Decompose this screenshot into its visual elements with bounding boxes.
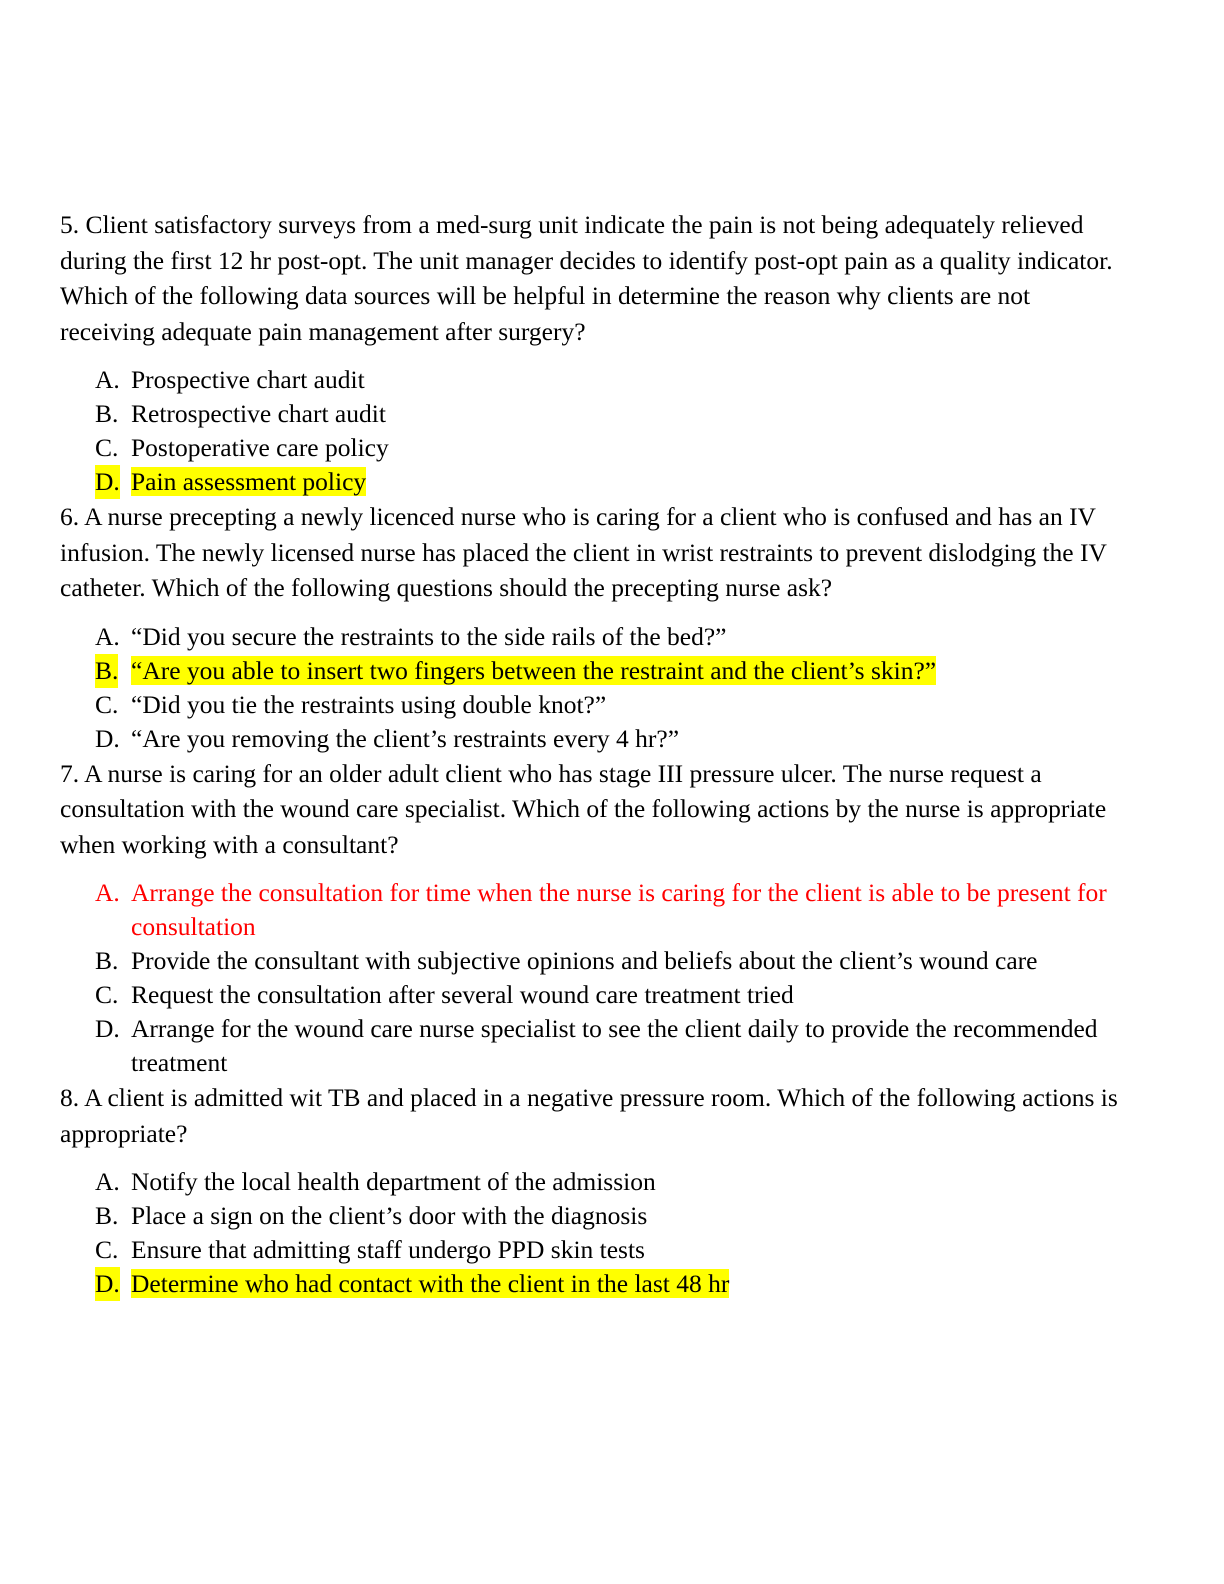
question-stem: 6. A nurse precepting a newly licenced nurse who is caring for a client who is confused and has an IV infusion. The newly licensed nurse has placed the client in wrist restraints to prevent dislodging the IV catheter. Which of the following questions should the precepting nurse ask? [60,502,1107,602]
option-text: Arrange for the wound care nurse specialist to see the client daily to provide the recommended treatment [131,1014,1098,1077]
option-text: Provide the consultant with subjective opinions and beliefs about the client’s wound care [131,946,1038,975]
option-b-highlighted [60,654,1120,688]
option-d [60,722,1120,756]
answer-options [60,876,1120,1080]
option-text: Place a sign on the client’s door with the diagnosis [131,1201,648,1230]
answer-options [60,1165,1120,1301]
option-a-red [60,876,1120,944]
option-a [60,1165,1120,1199]
option-letter: C. [95,689,119,719]
option-b [60,1199,1120,1233]
option-text: “Are you removing the client’s restraints every 4 hr?” [131,723,680,753]
option-d-highlighted [60,465,1120,499]
document-page [60,207,1120,1301]
option-letter: B. [95,399,119,428]
answer-options [60,363,1120,499]
question-8 [60,1080,1120,1301]
option-letter: A. [95,365,120,394]
option-letter: B. [95,946,119,975]
question-stem: 7. A nurse is caring for an older adult client who has stage III pressure ulcer. The nurse request a consultation with the wound care specialist. Which of the following actions by the nurse is appropriate when working with a consultant? [60,758,1107,859]
option-text: Request the consultation after several wound care treatment tried [131,980,794,1009]
option-c [60,1233,1120,1267]
option-a [60,363,1120,397]
answer-options [60,620,1120,756]
option-b [60,397,1120,431]
option-a [60,620,1120,654]
option-letter: A. [95,878,120,907]
option-text: Prospective chart audit [131,365,365,394]
option-text: Notify the local health department of the admission [131,1167,656,1196]
option-text: “Are you able to insert two fingers between the restraint and the client’s skin?” [131,655,937,685]
option-letter: D. [95,465,120,499]
option-letter: A. [95,1167,120,1196]
option-text: Arrange the consultation for time when the nurse is caring for the client is able to be present for consultation [131,878,1107,941]
option-text: Postoperative care policy [131,433,389,462]
option-letter: C. [95,1235,119,1264]
question-6 [60,499,1120,756]
option-letter: D. [95,1014,120,1043]
question-stem: 8. A client is admitted wit TB and placed in a negative pressure room. Which of the following actions is appropriate? [60,1083,1118,1148]
option-text: “Did you secure the restraints to the side rails of the bed?” [131,621,727,651]
option-text: Retrospective chart audit [131,399,386,428]
option-letter: D. [95,723,120,753]
question-5 [60,207,1120,499]
option-c [60,688,1120,722]
question-stem: 5. Client satisfactory surveys from a med-surg unit indicate the pain is not being adequately relieved during the first 12 hr post-opt. The unit manager decides to identify post-opt pain as a quality indicator. Which of the following data sources will be helpful in determine the reason why clients are not receiving adequate pain management after surgery? [60,210,1113,346]
option-d-highlighted [60,1267,1120,1301]
option-text: “Did you tie the restraints using double knot?” [131,689,607,719]
option-text: Pain assessment policy [131,467,367,496]
option-b [60,944,1120,978]
option-letter: B. [95,1201,119,1230]
option-letter: C. [95,433,119,462]
option-d [60,1012,1120,1080]
question-7 [60,756,1120,1081]
option-text: Ensure that admitting staff undergo PPD skin tests [131,1235,645,1264]
option-letter: D. [95,1267,120,1301]
option-c [60,978,1120,1012]
option-letter: B. [95,654,118,688]
option-text: Determine who had contact with the client in the last 48 hr [131,1269,730,1298]
option-letter: C. [95,980,119,1009]
option-letter: A. [95,621,120,651]
option-c [60,431,1120,465]
